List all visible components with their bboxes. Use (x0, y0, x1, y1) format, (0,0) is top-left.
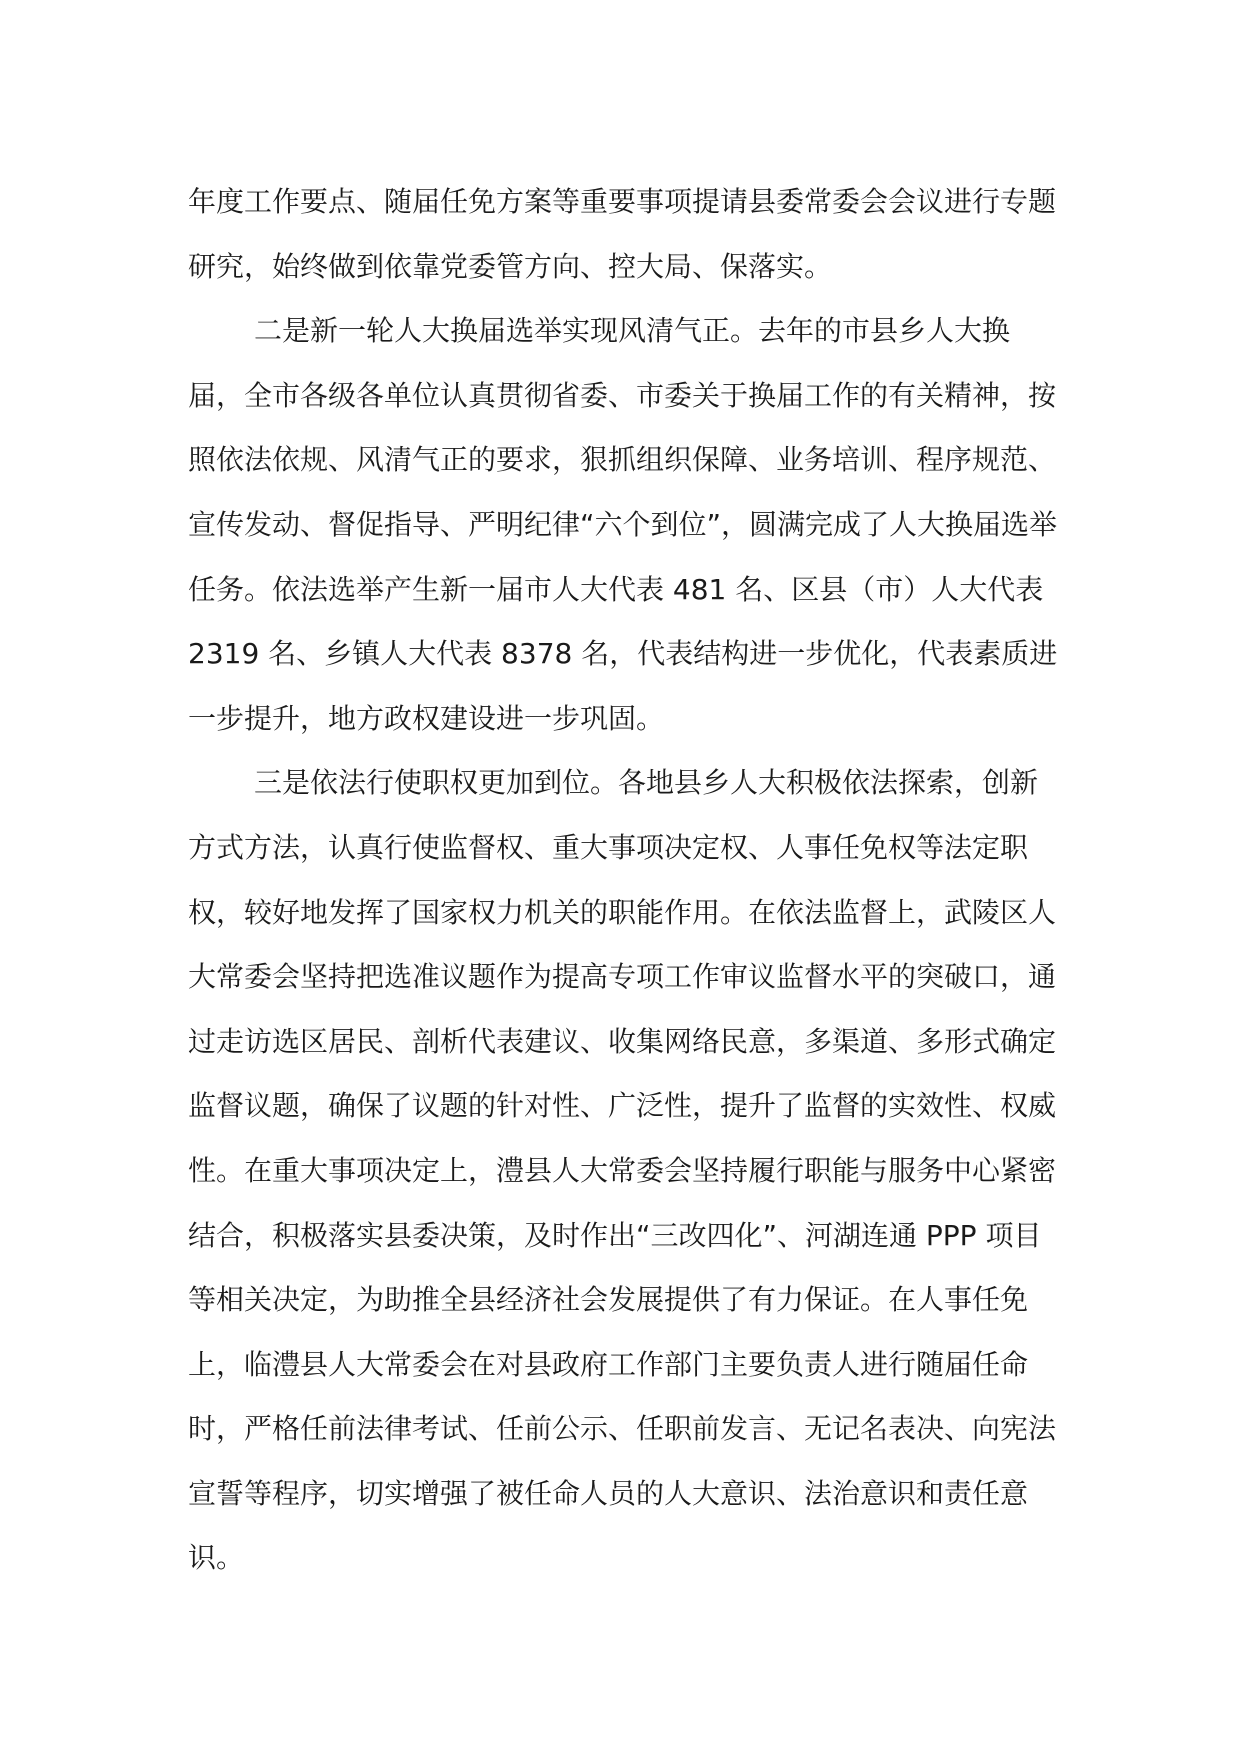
document-body (188, 170, 1060, 1591)
paragraph-3: 三是依法行使职权更加到位。各地县乡人大积极依法探索，创新方式方法，认真行使监督权、重大事项决定权、人事任免权等法定职权，较好地发挥了国家权力机关的职能作用。在依法监督上，武陵区人大常委会坚持把选准议题作为提高专项工作审议监督水平的突破口，通过走访选区居民、剖析代表建议、收集网络民意，多渠道、多形式确定监督议题，确保了议题的针对性、广泛性，提升了监督的实效性、权威性。在重大事项决定上，澧县人大常委会坚持履行职能与服务中心紧密结合，积极落实县委决策，及时作出“三改四化”、河湖连通 PPP 项目等相关决定，为助推全县经济社会发展提供了有力保证。在人事任免上，临澧县人大常委会在对县政府工作部门主要负责人进行随届任命时，严格任前法律考试、任前公示、任职前发言、无记名表决、向宪法宣誓等程序，切实增强了被任命人员的人大意识、法治意识和责任意识。 (188, 766, 1057, 1575)
paragraph-1: 年度工作要点、随届任免方案等重要事项提请县委常委会会议进行专题研究，始终做到依靠党委管方向、控大局、保落实。 (188, 185, 1057, 283)
paragraph-2: 二是新一轮人大换届选举实现风清气正。去年的市县乡人大换届，全市各级各单位认真贯彻省委、市委关于换届工作的有关精神，按照依法依规、风清气正的要求，狠抓组织保障、业务培训、程序规范、宣传发动、督促指导、严明纪律“六个到位”，圆满完成了人大换届选举任务。依法选举产生新一届市人大代表 481 名、区县（市）人大代表 2319 名、乡镇人大代表 8378 名，代表结构进一步优化，代表素质进一步提升，地方政权建设进一步巩固。 (188, 314, 1058, 735)
